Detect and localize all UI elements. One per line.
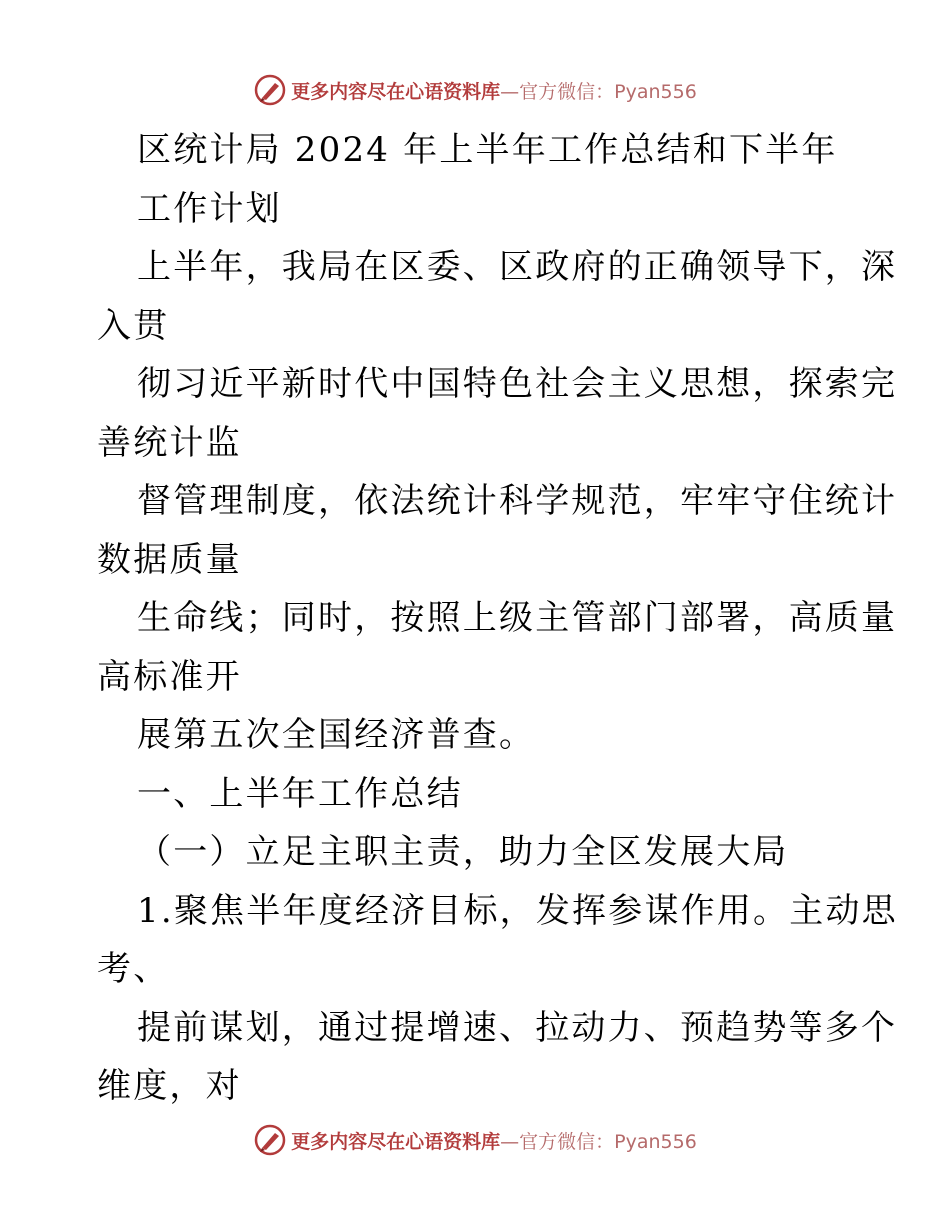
watermark-brand: 更多内容尽在心语资料库 [291,80,501,103]
text-line: 展第五次全国经济普查。 [137,715,536,755]
text-line: 高标准开 [97,656,242,697]
footer-watermark [0,1120,950,1160]
text-line: 上半年，我局在区委、区政府的正确领导下，深 [137,247,898,287]
text-line: 维度，对 [97,1066,242,1106]
text-line: 生命线；同时，按照上级主管部门部署，高质量 [137,598,898,638]
text-line: 1.聚焦半年度经济目标，发挥参谋作用。主动思 [137,890,898,931]
text-line: 入贯 [97,305,170,346]
text-line: （一）立足主职主责，助力全区发展大局 [137,832,789,872]
header-watermark [0,70,950,110]
text-line: 工作计划 [137,188,282,229]
watermark-contact: —官方微信：Pyan556 [500,80,697,103]
document-body [97,121,898,1116]
text-line: 一、上半年工作总结 [137,773,463,814]
text-line: 考、 [97,949,170,989]
text-line: 数据质量 [97,539,242,580]
text-line: 督管理制度，依法统计科学规范，牢牢守住统计 [137,481,898,521]
text-line: 善统计监 [97,422,242,463]
watermark-brand: 更多内容尽在心语资料库 [291,1130,501,1153]
text-line: 区统计局 2024 年上半年工作总结和下半年 [137,130,838,170]
watermark-contact: —官方微信：Pyan556 [500,1130,697,1153]
text-line: 提前谋划，通过提增速、拉动力、预趋势等多个 [137,1007,898,1048]
text-line: 彻习近平新时代中国特色社会主义思想，探索完 [137,364,898,404]
pen-circle-logo-icon [253,1123,287,1157]
pen-circle-logo-icon [253,73,287,107]
